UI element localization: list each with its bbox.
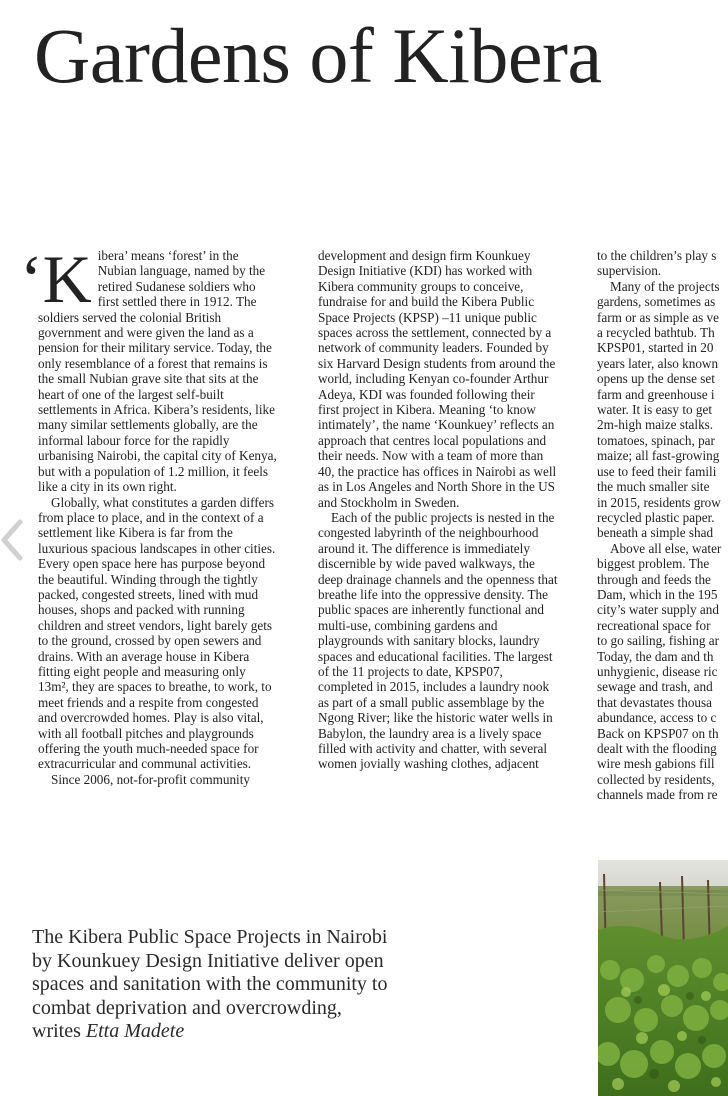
column-3-line: abundance, access to c [597, 710, 717, 726]
column-3-line: Dam, which in the 195 [597, 586, 718, 602]
column-3-line: unhygienic, disease ric [597, 663, 718, 679]
garden-photo [598, 860, 728, 1096]
column-3-line: farm or as simple as ve [597, 309, 719, 325]
column-3-line: through and feeds the [597, 571, 711, 587]
column-3-line: supervision. [597, 263, 662, 279]
column-3-line: 2m-high maize stalks. [597, 417, 714, 433]
column-3-line: gardens, sometimes as [597, 294, 716, 310]
article-title: Gardens of Kibera [34, 12, 602, 99]
chevron-left-icon[interactable] [0, 518, 26, 562]
column-3-line: tomatoes, spinach, par [597, 432, 715, 448]
body-column-3 [597, 248, 728, 803]
paragraph: Each of the public projects is nested in the congested labyrinth of the neighbourhood around it. The difference is immediately discernible by wide paved walkways, the deep drainage channels and the openness that breathe life into the oppressive density. The public spaces are inherently functional and multi-use, combining gardens and playgrounds with sanitary blocks, laundry spaces and educational facilities. The largest of the 11 projects to date, KPSP07, completed in 2015, includes a laundry nook as part of a small public assemblage by the Ngong River; like the historic water wells in Babylon, the laundry area is a lively space filled with activity and chatter, with several women jovially washing clothes, adjacent [318, 509, 558, 772]
column-3-line: wire mesh gabions fill [597, 756, 715, 772]
column-3-line: farm and greenhouse i [597, 386, 715, 402]
drop-cap: ‘K [20, 241, 92, 317]
column-3-line: years later, also known [597, 355, 719, 371]
column-3-line: Many of the projects [610, 278, 720, 294]
column-3-line: recycled plastic paper. [597, 509, 715, 525]
column-3-line: Today, the dam and th [597, 648, 714, 664]
column-3-line: in 2015, residents grow [597, 494, 721, 510]
paragraph: ‘K ibera’ means ‘forest’ in the Nubian language, named by the retired Sudanese soldiers who first settled there in 1912. The soldiers served the colonial British government and were given the land as a pension for their military service. Today, the only resemblance of a forest that remains is the small Nubian grave site that sits at the heart of one of the largest self-built settlements in Africa. Kibera’s residents, like many similar settlements globally, are the informal labour force for the rapidly urbanising Nairobi, the capital city of Kenya, but with a population of 1.2 million, it feels like a city in its own right. [20, 241, 277, 495]
column-3-line: collected by residents, [597, 771, 715, 787]
column-3-line: water. It is easy to get [597, 402, 712, 418]
column-3-line: that devastates thousa [597, 694, 712, 710]
column-3-line: KPSP01, started in 20 [597, 340, 714, 356]
column-3-line: to the children’s play s [597, 248, 717, 263]
column-3-line: beneath a simple shad [597, 525, 714, 541]
column-3-line: a recycled bathtub. Th [597, 325, 715, 341]
standfirst: The Kibera Public Space Projects in Nairobi by Kounkuey Design Initiative deliver open spaces and sanitation with the community to combat deprivation and overcrowding, writes Etta Madete [32, 926, 388, 1042]
column-3-line: the much smaller site [597, 479, 710, 495]
column-3-line: channels made from re [597, 787, 718, 803]
column-3-line: Back on KPSP07 on th [597, 725, 719, 741]
column-3-line: use to feed their famili [597, 463, 717, 479]
column-3-line: to go sailing, fishing ar [597, 633, 719, 649]
column-3-line: recreational space for [597, 617, 711, 633]
column-3-line: biggest problem. The [597, 556, 710, 572]
column-3-line: sewage and trash, and [597, 679, 713, 695]
paragraph: development and design firm Kounkuey Design Initiative (KDI) has worked with Kibera community groups to conceive, fundraise for and build the Kibera Public Space Projects (KPSP) –11 unique public spaces across the settlement, connected by a network of community leaders. Founded by six Harvard Design students from around the world, including Kenyan co-founder Arthur Adeya, KDI was founded following their first project in Kibera. Meaning ‘to know intimately’, the name ‘Kounkuey’ reflects an approach that centres local populations and their needs. Now with a team of more than 40, the practice has offices in Nairobi as well as in Los Angeles and North Shore in the US and Stockholm in Sweden. [318, 248, 557, 510]
body-column-1 [20, 241, 278, 787]
column-3-line: city’s water supply and [597, 602, 719, 618]
paragraph: Globally, what constitutes a garden differs from place to place, and in the context of a settlement like Kibera is far from the luxurious spacious landscapes in other cities. Every open space here has purpose beyond the beautiful. Winding through the tightly packed, congested streets, lined with mud houses, shops and packed with running children and street vendors, light barely gets to the ground, crossed by open sewers and drains. With an average house in Kibera fitting eight people and measuring only 13m², they are spaces to breathe, to work, to meet friends and a respite from congested and overcrowded homes. Play is also vital, with all football pitches and playgrounds offering the youth much-needed space for extracurricular and communal activities. [38, 494, 276, 772]
author-name: Etta Madete [85, 1020, 185, 1042]
paragraph: Since 2006, not-for-profit community [51, 771, 250, 787]
body-column-2 [318, 248, 558, 772]
column-3-line: opens up the dense set [597, 371, 715, 387]
column-3-line: Above all else, water [610, 540, 722, 556]
column-3-line: dealt with the flooding [597, 741, 717, 756]
column-3-line: maize; all fast-growing [597, 448, 720, 464]
